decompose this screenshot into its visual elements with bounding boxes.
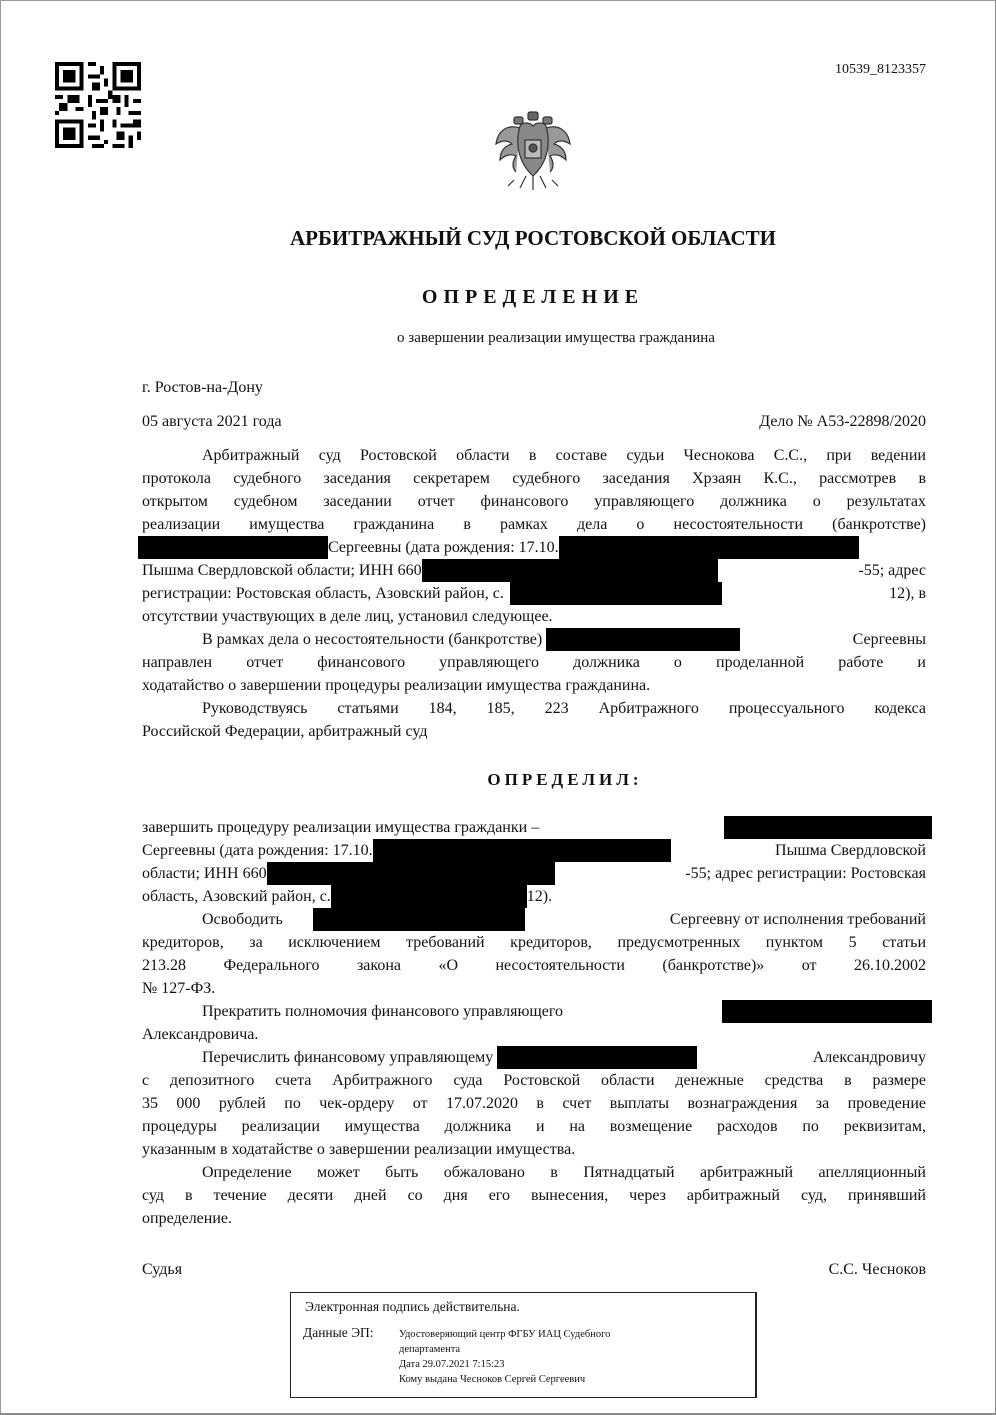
text-line: протокола судебного заседания секретарем судебного заседания Хрзаян К.С., рассмотрев в [142, 470, 926, 487]
text-line: 35 000 рублей по чек-ордеру от 17.07.2020 в счет выплаты вознаграждения за проведение [142, 1095, 926, 1112]
text-line: Определение может быть обжаловано в Пятнадцатый арбитражный апелляционный [202, 1164, 926, 1181]
text-line: отсутствии участвующих в деле лиц, установил следующее. [142, 608, 553, 625]
redaction-bar [138, 536, 328, 559]
redaction-bar [559, 536, 859, 559]
text-line: Сергеевны (дата рождения: 17.10. [138, 536, 932, 559]
redaction-bar [546, 628, 740, 651]
redaction-bar [722, 1000, 932, 1023]
decision-date: 05 августа 2021 года [142, 413, 282, 430]
text-line: ходатайство о завершении процедуры реализации имущества гражданина. [142, 677, 651, 694]
redaction-bar [422, 559, 718, 582]
text-line: завершить процедуру реализации имущества гражданки – [142, 816, 932, 839]
signature-data-label: Данные ЭП: [303, 1325, 374, 1340]
text-line: процедуры реализации имущества должника и на возмещение расходов по реквизитам, [142, 1118, 926, 1135]
text-line: указанным в ходатайстве о завершении реализации имущества. [142, 1141, 576, 1158]
text-line: Арбитражный суд Ростовской области в составе судьи Чеснокова С.С., при ведении [202, 447, 926, 464]
document-type-title: ОПРЕДЕЛЕНИЕ [421, 286, 645, 308]
text-line: регистрации: Ростовская область, Азовский район, с. 12), в [142, 582, 926, 605]
signature-valid-text: Электронная подпись действительна. [305, 1299, 520, 1314]
text-line: кредиторов, за исключением требований кредиторов, предусмотренных пунктом 5 статьи [142, 934, 926, 951]
city: г. Ростов-на-Дону [142, 379, 263, 396]
redaction-bar [373, 839, 671, 862]
signature-details: Удостоверяющий центр ФГБУ ИАЦ Судебного департамента Дата 29.07.2021 7:15:23 Кому выдана Чесноков Сергей Сергеевич [399, 1329, 611, 1385]
redaction-bar [331, 885, 527, 908]
judge-label: Судья [142, 1261, 183, 1278]
redaction-bar [497, 1046, 697, 1069]
text-line: Российской Федерации, арбитражный суд [142, 723, 428, 740]
court-name: АРБИТРАЖНЫЙ СУД РОСТОВСКОЙ ОБЛАСТИ [290, 226, 776, 250]
text-line: Освободить Сергеевну от исполнения требований [142, 908, 926, 931]
document-subtitle: о завершении реализации имущества гражданина [397, 330, 715, 346]
text-line: направлен отчет финансового управляющего должника о проделанной работе и [142, 654, 926, 671]
text-line: В рамках дела о несостоятельности (банкротстве) Сергеевны [142, 628, 926, 651]
redaction-bar [510, 582, 722, 605]
text-line: Александровича. [142, 1026, 259, 1043]
redaction-bar [267, 862, 555, 885]
date-case-row [142, 410, 926, 433]
text-line: 213.28 Федерального закона «О несостоятельности (банкротстве)» от 26.10.2002 [142, 957, 926, 974]
text-line: области; ИНН 660 -55; адрес регистрации: Ростовская [142, 862, 926, 885]
document-number: 10539_8123357 [835, 62, 926, 77]
text-line: Пышма Свердловской области; ИНН 660 -55; адрес [142, 559, 926, 582]
text-line: открытом судебном заседании отчет финансового управляющего должника о результатах [142, 493, 926, 510]
text-line: Прекратить полномочия финансового управляющего [142, 1000, 932, 1023]
text-line: определение. [142, 1210, 233, 1227]
text-line: Перечислить финансовому управляющему Александровичу [142, 1046, 926, 1069]
text-line: № 127-ФЗ. [142, 980, 216, 997]
case-number: Дело № А53-22898/2020 [759, 413, 926, 430]
text-line: Руководствуясь статьями 184, 185, 223 Арбитражного процессуального кодекса [202, 700, 926, 717]
text-line: Сергеевны (дата рождения: 17.10. Пышма Свердловской [142, 839, 926, 862]
intro-paragraph [142, 444, 926, 743]
electronic-signature-box [290, 1292, 757, 1398]
text-line: суд в течение десяти дней со дня его вынесения, через арбитражный суд, принявший [142, 1187, 926, 1204]
redaction-bar [724, 816, 932, 839]
judge-name: С.С. Чесноков [828, 1261, 926, 1278]
redaction-bar [313, 908, 525, 931]
qr-code [55, 62, 141, 148]
judge-signature-row [142, 1258, 926, 1281]
coat-of-arms-icon [490, 110, 576, 194]
text-line: область, Азовский район, с. 12). [142, 885, 926, 908]
text-line: с депозитного счета Арбитражного суда Ростовской области денежные средства в размере [142, 1072, 926, 1089]
decided-heading: ОПРЕДЕЛИЛ: [487, 770, 643, 789]
decision-paragraph [142, 816, 926, 1230]
text-line: реализации имущества гражданина в рамках дела о несостоятельности (банкротстве) [142, 516, 926, 533]
